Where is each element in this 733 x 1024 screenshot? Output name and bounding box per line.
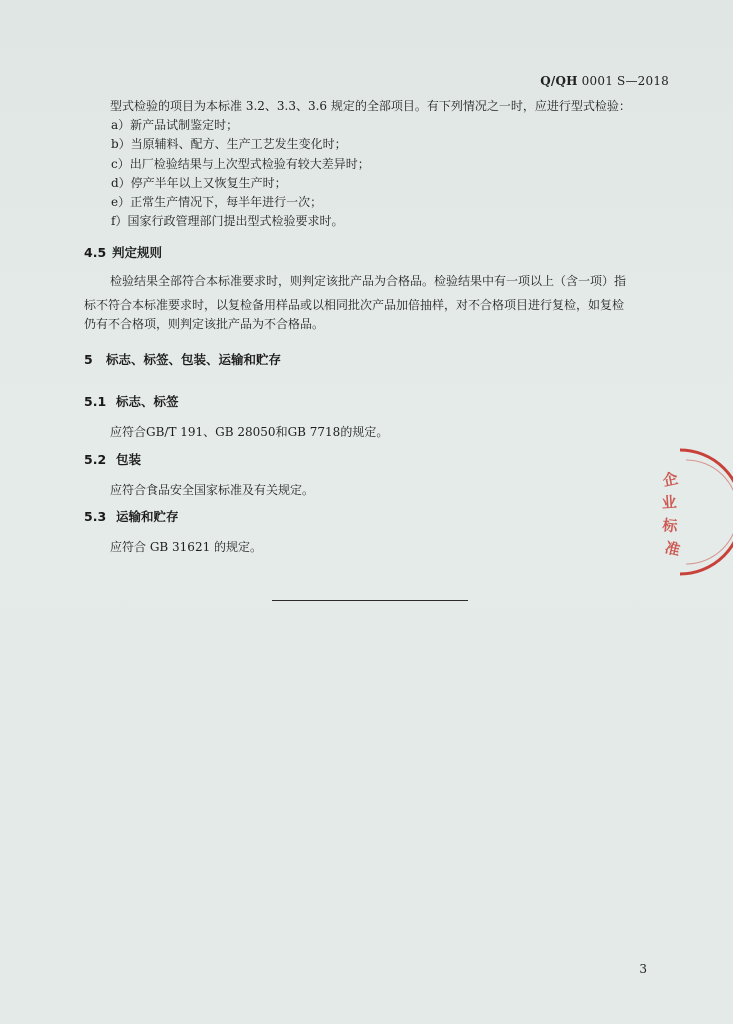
section-heading-5-3 [84,507,179,525]
section-title: 包装 [116,452,142,467]
type-inspection-intro: 型式检验的项目为本标准 3.2、3.3、3.6 规定的全部项目。有下列情况之一时，应进行型式检验： [110,99,631,113]
section-title: 运输和贮存 [116,509,179,524]
svg-text:准: 准 [663,538,682,560]
standard-code-rest: 0001 S—2018 [577,74,669,88]
svg-text:标: 标 [661,516,679,536]
standard-code [540,74,669,88]
list-item: d）停产半年以上又恢复生产时； [111,176,287,190]
section-body: 应符合 GB 31621 的规定。 [110,540,263,554]
section-number: 5 [84,352,93,367]
section-number: 5.3 [84,509,107,524]
section-title: 标志、标签、包装、运输和贮存 [106,352,282,367]
section-number: 4.5 [84,245,107,260]
red-seal-stamp [640,442,733,582]
section-title: 标志、标签 [116,394,179,409]
section-body: 应符合GB/T 191、GB 28050和GB 7718的规定。 [110,425,389,439]
end-rule [272,600,468,601]
section-heading-4-5 [84,243,162,261]
section-number: 5.2 [84,452,107,467]
list-item: b）当原辅料、配方、生产工艺发生变化时； [111,137,347,151]
judgment-rule-line: 仍有不合格项，则判定该批产品为不合格品。 [84,317,325,331]
svg-text:企: 企 [661,469,680,490]
section-heading-5-2 [84,450,141,468]
section-heading-5 [84,350,281,368]
list-item: f）国家行政管理部门提出型式检验要求时。 [111,214,344,228]
section-heading-5-1 [84,392,179,410]
list-item: e）正常生产情况下，每半年进行一次； [111,195,323,209]
section-number: 5.1 [84,394,107,409]
svg-text:业: 业 [661,492,678,512]
list-item: a）新产品试制鉴定时； [111,118,239,132]
standard-code-prefix: Q/QH [540,74,578,88]
judgment-rule-line: 检验结果全部符合本标准要求时，则判定该批产品为合格品。检验结果中有一项以上（含一项）指 [110,274,627,288]
section-body: 应符合食品安全国家标准及有关规定。 [110,483,315,497]
page-number: 3 [639,962,647,976]
list-item: c）出厂检验结果与上次型式检验有较大差异时； [111,157,370,171]
section-title: 判定规则 [112,245,163,260]
judgment-rule-line: 标不符合本标准要求时，以复检备用样品或以相同批次产品加倍抽样，对不合格项目进行复检，如复检 [84,298,625,312]
